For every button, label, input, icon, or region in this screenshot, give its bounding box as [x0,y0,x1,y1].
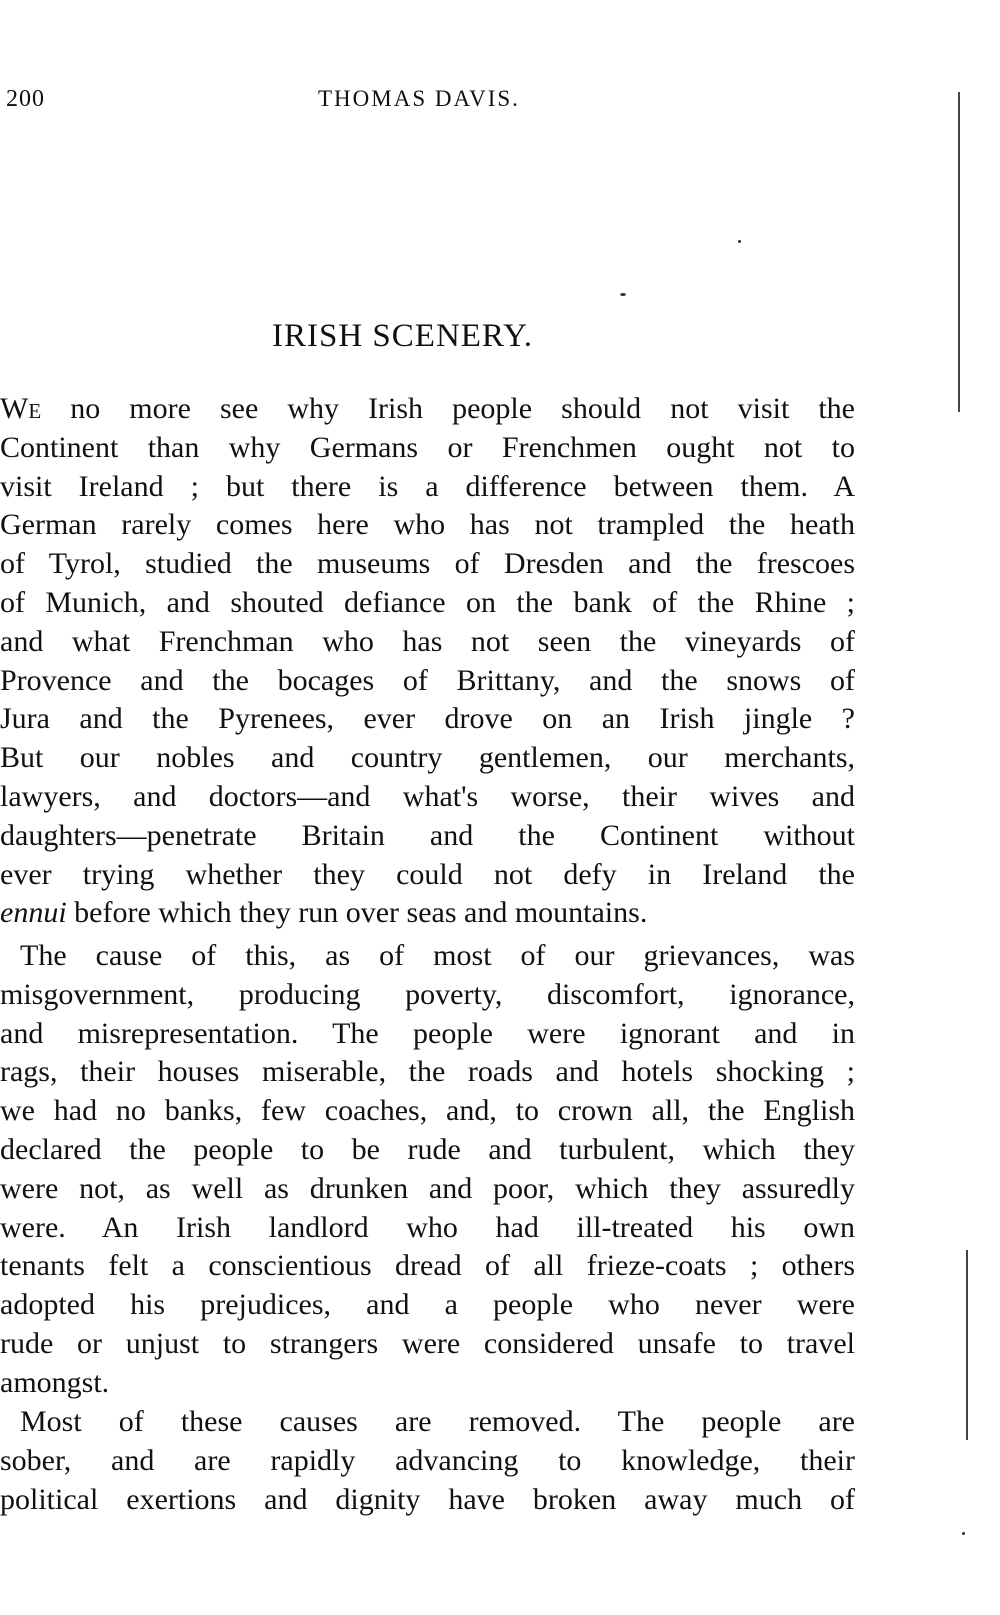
text-line: tenants felt a conscientious dread of all frieze-coats ; others [0,1249,855,1283]
text-line: We no more see why Irish people should not visit the [0,392,855,425]
scan-edge-line [958,92,960,412]
text-line: of Tyrol, studied the museums of Dresden and the frescoes [0,547,855,581]
text-line: and what Frenchman who has not seen the vineyards of [0,624,855,658]
text-line: Jura and the Pyrenees, ever drove on an Irish jingle ? [0,702,855,736]
text-line: misgovernment, producing poverty, discomfort, ignorance, [0,977,855,1011]
text-line: were not, as well as drunken and poor, which they assuredly [0,1171,855,1205]
text-line: rags, their houses miserable, the roads and hotels shocking ; [0,1055,855,1089]
text-line: Continent than why Germans or Frenchmen ought not to [0,430,855,464]
text-line: ever trying whether they could not defy in Ireland the [0,857,855,891]
text-line: German rarely comes here who has not trampled the heath [0,508,855,542]
text-line: visit Ireland ; but there is a difference between them. A [0,469,855,503]
text-line: But our nobles and country gentlemen, our merchants, [0,741,855,775]
text-line: and misrepresentation. The people were ignorant and in [0,1016,855,1050]
text-line: Most of these causes are removed. The people are [20,1405,855,1438]
text-line: we had no banks, few coaches, and, to crown all, the English [0,1094,855,1128]
text-line: were. An Irish landlord who had ill-treated his own [0,1210,855,1244]
running-title: THOMAS DAVIS. [318,86,520,111]
running-head [0,86,1000,126]
text-line: lawyers, and doctors—and what's worse, their wives and [0,780,855,813]
scan-speck [620,293,626,296]
text-line: daughters—penetrate Britain and the Continent without [0,818,855,852]
text-line: declared the people to be rude and turbulent, which they [0,1133,855,1166]
text-line: ennui before which they run over seas and mountains. [0,896,648,930]
text-line: rude or unjust to strangers were considered unsafe to travel [0,1327,855,1360]
scan-speck [962,1532,965,1535]
text-line: adopted his prejudices, and a people who never were [0,1288,855,1322]
text-line: The cause of this, as of most of our grievances, was [20,939,855,972]
page-number: 200 [6,86,45,112]
scan-edge-line [966,1250,968,1440]
text-line: of Munich, and shouted defiance on the bank of the Rhine ; [0,586,855,619]
text-line: amongst. [0,1365,110,1399]
text-line: political exertions and dignity have broken away much of [0,1482,855,1516]
scan-speck [738,240,741,243]
chapter-title: IRISH SCENERY. [272,318,533,354]
text-line: sober, and are rapidly advancing to knowledge, their [0,1443,855,1477]
text-line: Provence and the bocages of Brittany, and the snows of [0,663,855,697]
